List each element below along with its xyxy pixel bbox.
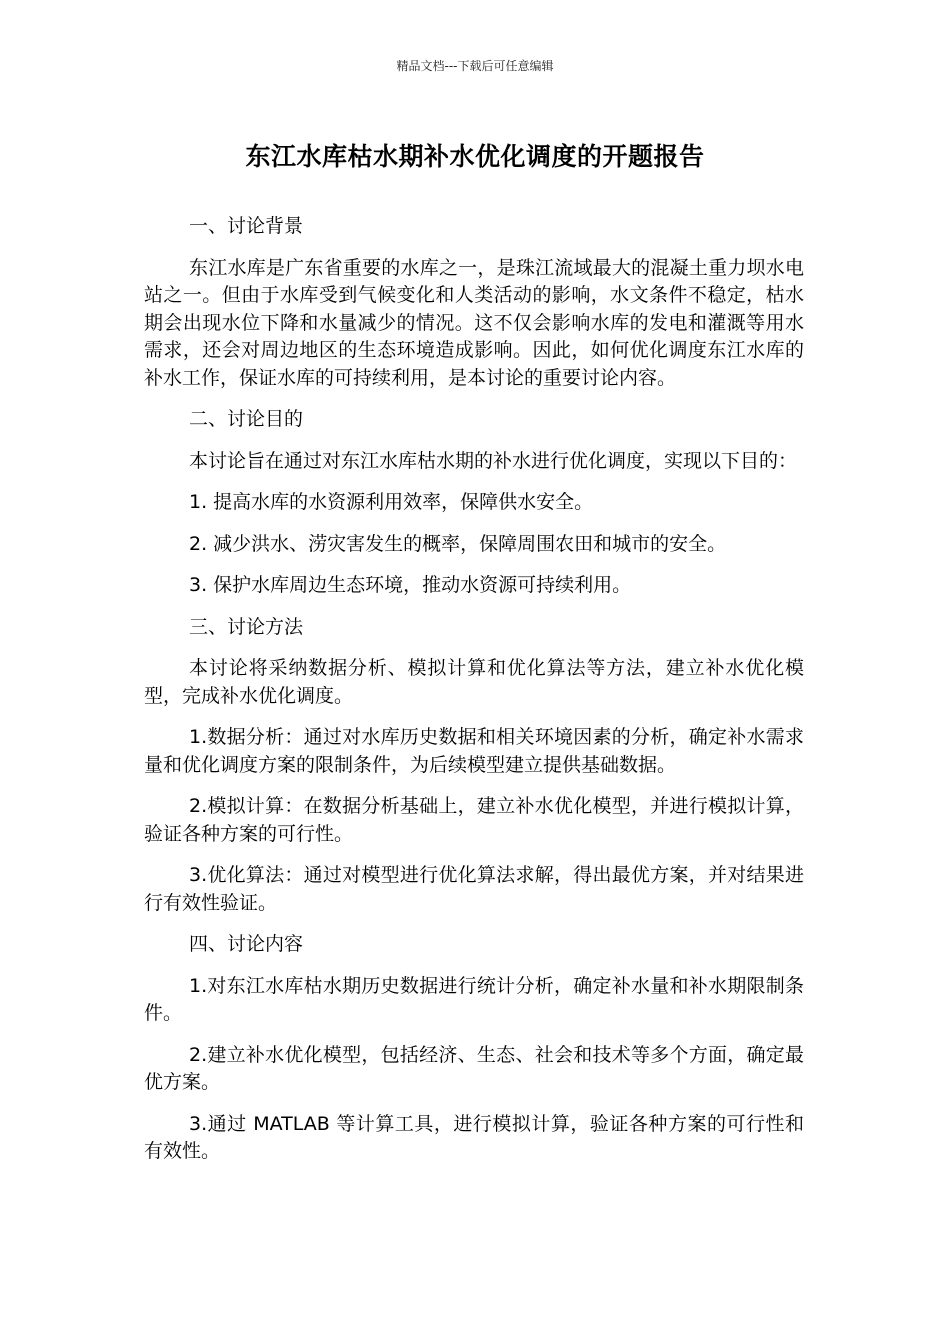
document-body [144, 213, 804, 1180]
list-item: 2.建立补水优化模型，包括经济、生态、社会和技术等多个方面，确定最优方案。 [144, 1043, 804, 1093]
list-item: 3. 保护水库周边生态环境，推动水资源可持续利用。 [189, 574, 632, 596]
list-item: 1.对东江水库枯水期历史数据进行统计分析，确定补水量和补水期限制条件。 [144, 974, 804, 1024]
list-item: 3.通过 MATLAB 等计算工具，进行模拟计算，验证各种方案的可行性和有效性。 [144, 1112, 804, 1162]
section-heading: 二、讨论目的 [189, 408, 304, 430]
paragraph: 本讨论旨在通过对东江水库枯水期的补水进行优化调度，实现以下目的： [189, 449, 798, 472]
paragraph: 本讨论将采纳数据分析、模拟计算和优化算法等方法，建立补水优化模型，完成补水优化调度。 [144, 657, 804, 707]
page-header-note: 精品文档---下载后可任意编辑 [396, 59, 554, 73]
section-heading: 四、讨论内容 [189, 933, 304, 955]
document-title: 东江水库枯水期补水优化调度的开题报告 [245, 142, 705, 171]
list-item: 1.数据分析：通过对水库历史数据和相关环境因素的分析，确定补水需求量和优化调度方案的限制条件，为后续模型建立提供基础数据。 [144, 726, 804, 776]
section-heading: 三、讨论方法 [189, 615, 304, 638]
list-item: 2.模拟计算：在数据分析基础上，建立补水优化模型，并进行模拟计算，验证各种方案的可行性。 [144, 795, 804, 845]
section-heading: 一、讨论背景 [189, 215, 304, 237]
paragraph: 东江水库是广东省重要的水库之一，是珠江流域最大的混凝土重力坝水电站之一。但由于水库受到气候变化和人类活动的影响，水文条件不稳定，枯水期会出现水位下降和水量减少的情况。这不仅会影响水库的发电和灌溉等用水需求，还会对周边地区的生态环境造成影响。因此，如何优化调度东江水库的补水工作，保证水库的可持续利用，是本讨论的重要讨论内容。 [144, 256, 804, 389]
list-item: 2. 减少洪水、涝灾害发生的概率，保障周围农田和城市的安全。 [189, 532, 727, 555]
list-item: 3.优化算法：通过对模型进行优化算法求解，得出最优方案，并对结果进行有效性验证。 [144, 864, 804, 914]
list-item: 1. 提高水库的水资源利用效率，保障供水安全。 [189, 491, 594, 513]
